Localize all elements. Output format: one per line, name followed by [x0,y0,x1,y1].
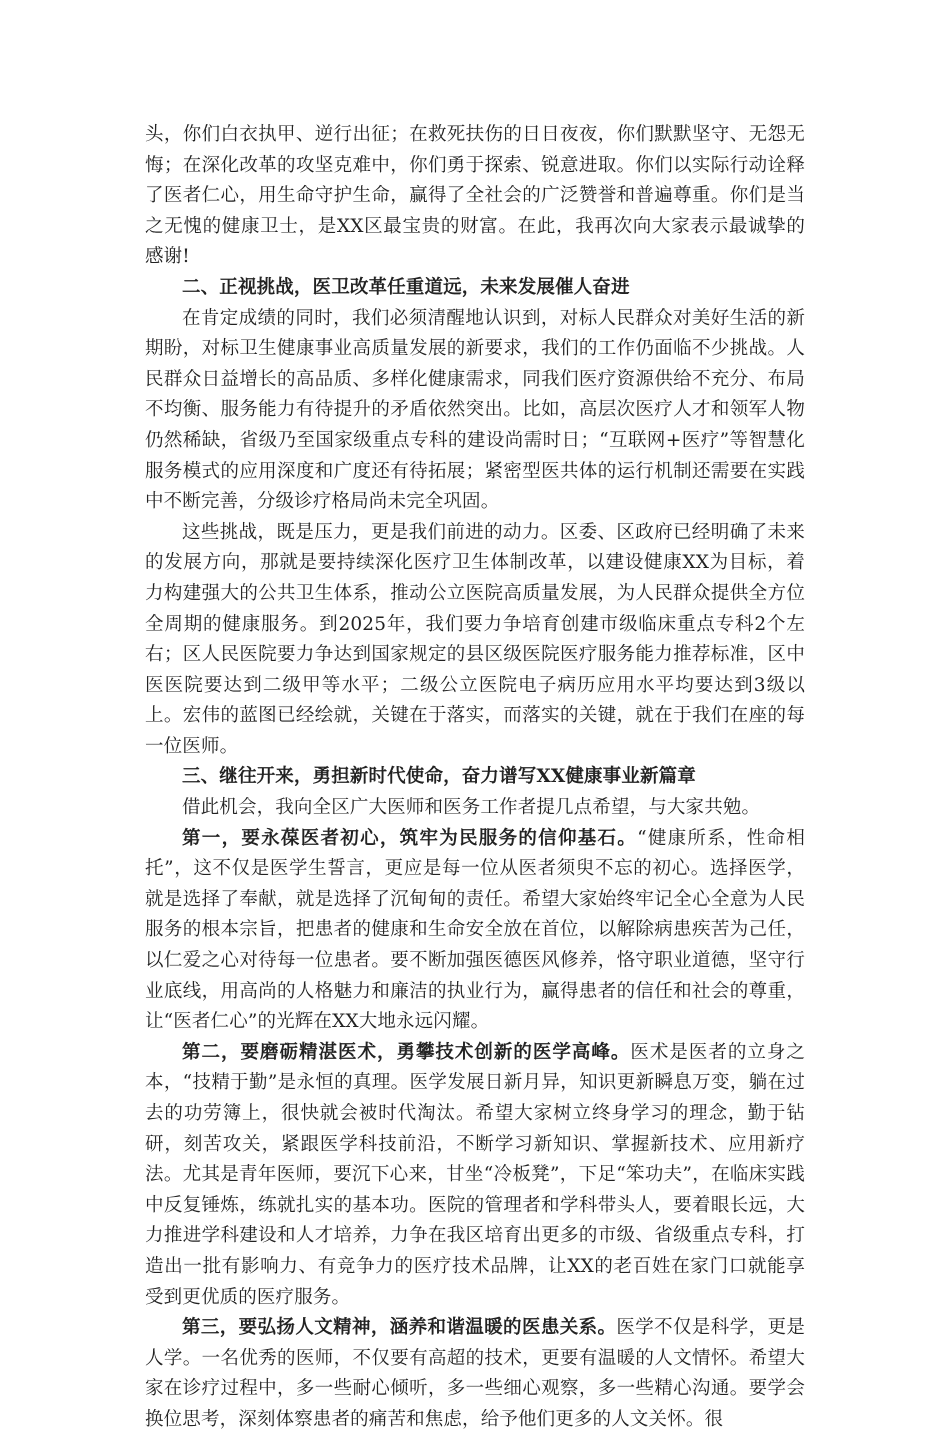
paragraph-challenges: 在肯定成绩的同时，我们必须清醒地认识到，对标人民群众对美好生活的新期盼，对标卫生健康事业高质量发展的新要求，我们的工作仍面临不少挑战。人民群众日益增长的高品质、多样化健康需求，同我们医疗资源供给不充分、布局不均衡、服务能力有待提升的矛盾依然突出。比如，高层次医疗人才和领军人物仍然稀缺，省级乃至国家级重点专科的建设尚需时日；“互联网+医疗”等智慧化服务模式的应用深度和广度还有待拓展；紧密型医共体的运行机制还需要在实践中不断完善，分级诊疗格局尚未完全巩固。 [145,307,805,513]
section-heading-3: 三、继往开来，勇担新时代使命，奋力谱写XX健康事业新篇章 [182,766,696,788]
hope-1-lead: 第一，要永葆医者初心，筑牢为民服务的信仰基石。 [182,827,638,849]
hope-3-lead: 第三，要弘扬人文精神，涵养和谐温暖的医患关系。 [182,1317,617,1339]
hope-2-text: 医术是医者的立身之本，“技精于勤”是永恒的真理。医学发展日新月异，知识更新瞬息万变，躺在过去的功劳簿上，很快就会被时代淘汰。希望大家树立终身学习的理念，勤于钻研，刻苦攻关，紧跟医学科技前沿，不断学习新知识、掌握新技术、应用新疗法。尤其是青年医师，要沉下心来，甘坐“冷板凳”，下足“笨功夫”，在临床实践中反复锤炼，练就扎实的基本功。医院的管理者和学科带头人，要着眼长远，大力推进学科建设和人才培养，力争在我区培育出更多的市级、省级重点专科，打造出一批有影响力、有竞争力的医疗技术品牌，让XX的老百姓在家门口就能享受到更优质的医疗服务。 [145,1041,805,1308]
hope-1-text: “健康所系，性命相托”，这不仅是医学生誓言，更应是每一位从医者须臾不忘的初心。选择医学，就是选择了奉献，就是选择了沉甸甸的责任。希望大家始终牢记全心全意为人民服务的根本宗旨，把患者的健康和生命安全放在首位，以解除病患疾苦为己任，以仁爱之心对待每一位患者。要不断加强医德医风修养，恪守职业道德，坚守行业底线，用高尚的人格魅力和廉洁的执业行为，赢得患者的信任和社会的尊重，让“医者仁心”的光辉在XX大地永远闪耀。 [145,827,805,1033]
paragraph-hope-2 [145,1038,805,1313]
paragraph-hope-1 [145,824,805,1038]
paragraph-intro-hopes: 借此机会，我向全区广大医师和医务工作者提几点希望，与大家共勉。 [182,797,761,819]
hope-2-lead: 第二，要磨砺精湛医术，勇攀技术创新的医学高峰。 [182,1041,631,1063]
hope-3-text: 医学不仅是科学，更是人学。一名优秀的医师，不仅要有高超的技术，更要有温暖的人文情怀。希望大家在诊疗过程中，多一些耐心倾听，多一些细心观察，多一些精心沟通。要学会换位思考，深刻体察患者的痛苦和焦虑，给予他们更多的人文关怀。很 [145,1317,805,1430]
paragraph-continuation: 头，你们白衣执甲、逆行出征；在救死扶伤的日日夜夜，你们默默坚守、无怨无悔；在深化改革的攻坚克难中，你们勇于探索、锐意进取。你们以实际行动诠释了医者仁心，用生命守护生命，赢得了全社会的广泛赞誉和普遍尊重。你们是当之无愧的健康卫士，是XX区最宝贵的财富。在此，我再次向大家表示最诚挚的感谢! [145,124,805,268]
paragraph-hope-3 [145,1313,805,1435]
paragraph-goals: 这些挑战，既是压力，更是我们前进的动力。区委、区政府已经明确了未来的发展方向，那就是要持续深化医疗卫生体制改革，以建设健康XX为目标，着力构建强大的公共卫生体系，推动公立医院高质量发展，为人民群众提供全方位全周期的健康服务。到2025年，我们要力争培育创建市级临床重点专科2个左右；区人民医院要力争达到国家规定的县区级医院医疗服务能力推荐标准，区中医医院要达到二级甲等水平；二级公立医院电子病历应用水平均要达到3级以上。宏伟的蓝图已经绘就，关键在于落实，而落实的关键，就在于我们在座的每一位医师。 [145,521,805,757]
document-page [145,120,805,1436]
section-heading-2: 二、正视挑战，医卫改革任重道远，未来发展催人奋进 [182,276,630,298]
